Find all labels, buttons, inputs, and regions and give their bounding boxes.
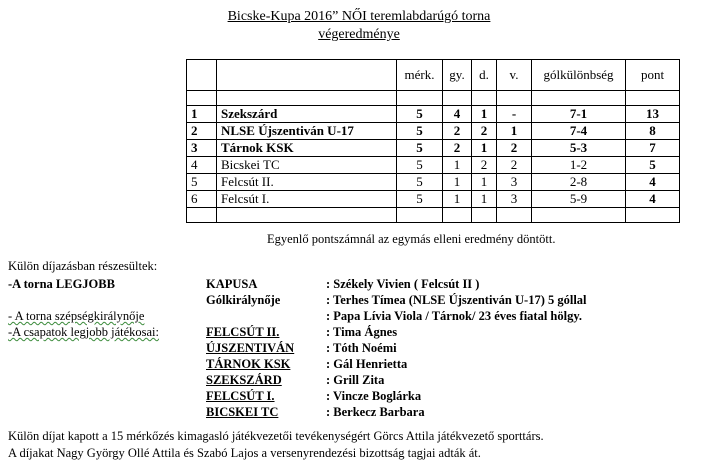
header-cell: gólkülönbség	[532, 60, 626, 91]
player-name: : Berkecz Barbara	[326, 405, 425, 419]
losses-cell: 3	[497, 191, 532, 208]
header-cell: pont	[626, 60, 680, 91]
tiebreak-note: Egyenlő pontszámnál az egymás elleni eredmény döntött.	[267, 232, 556, 246]
points-cell: 5	[626, 157, 680, 174]
table-row	[187, 140, 680, 157]
draws-cell: 1	[472, 140, 497, 157]
rank-cell: 6	[187, 191, 217, 208]
team-cell: Felcsút II.	[217, 174, 397, 191]
document-subtitle: végeredménye	[318, 27, 400, 42]
losses-cell: 2	[497, 157, 532, 174]
spacer-row	[187, 91, 680, 106]
draws-cell: 2	[472, 123, 497, 140]
award-category: - A torna szépségkirálynője	[8, 309, 145, 323]
player-team: ÚJSZENTIVÁN	[206, 341, 295, 355]
points-cell: 13	[626, 106, 680, 123]
award-winner: : Terhes Tímea (NLSE Újszentiván U-17) 5 góllal	[326, 293, 587, 307]
award-category: -A csapatok legjobb játékosai:	[8, 325, 160, 339]
goal-diff-cell: 7-1	[532, 106, 626, 123]
points-cell: 8	[626, 123, 680, 140]
document-title: Bicske-Kupa 2016” NŐI teremlabdarúgó torna	[227, 9, 491, 24]
team-cell: Felcsút I.	[217, 191, 397, 208]
award-label: KAPUSA	[206, 277, 258, 291]
goal-diff-cell: 2-8	[532, 174, 626, 191]
table-row	[187, 106, 680, 123]
table-row	[187, 174, 680, 191]
goal-diff-cell: 5-9	[532, 191, 626, 208]
draws-cell: 1	[472, 106, 497, 123]
player-name: : Gál Henrietta	[326, 357, 408, 371]
draws-cell: 1	[472, 174, 497, 191]
player-team: FELCSÚT II.	[206, 325, 280, 339]
header-cell: v.	[497, 60, 532, 91]
rank-cell: 2	[187, 123, 217, 140]
player-name: : Tóth Noémi	[326, 341, 397, 355]
award-label: Gólkirálynője	[206, 293, 281, 307]
header-cell: d.	[472, 60, 497, 91]
losses-cell: 3	[497, 174, 532, 191]
referee-note: Külön díjat kapott a 15 mérkőzés kimagasló játékvezetői tevékenységért Görcs Attila játékvezető sporttárs.	[8, 429, 544, 443]
goal-diff-cell: 5-3	[532, 140, 626, 157]
awards-intro: Külön díjazásban részesültek:	[8, 259, 158, 273]
wins-cell: 1	[443, 157, 472, 174]
matches-cell: 5	[397, 140, 443, 157]
wins-cell: 2	[443, 123, 472, 140]
award-winner: : Papa Lívia Viola / Tárnok/ 23 éves fiatal hölgy.	[326, 309, 583, 323]
award-winner: : Székely Vivien ( Felcsút II )	[326, 277, 480, 291]
team-cell: Szekszárd	[217, 106, 397, 123]
award-category: -A torna LEGJOBB	[8, 277, 115, 291]
player-team: SZEKSZÁRD	[206, 373, 282, 387]
matches-cell: 5	[397, 174, 443, 191]
wins-cell: 1	[443, 174, 472, 191]
points-cell: 7	[626, 140, 680, 157]
player-name: : Vincze Boglárka	[326, 389, 422, 403]
draws-cell: 2	[472, 157, 497, 174]
table-header-row	[187, 60, 680, 91]
wins-cell: 4	[443, 106, 472, 123]
header-cell	[217, 60, 397, 91]
header-cell: gy.	[443, 60, 472, 91]
presenters-note: A díjakat Nagy György Ollé Attila és Szabó Lajos a versenyrendezési bizottság tagjai adták át.	[8, 446, 481, 460]
matches-cell: 5	[397, 123, 443, 140]
draws-cell: 1	[472, 191, 497, 208]
standings-table	[186, 59, 680, 223]
points-cell: 4	[626, 191, 680, 208]
losses-cell: 2	[497, 140, 532, 157]
rank-cell: 1	[187, 106, 217, 123]
wins-cell: 1	[443, 191, 472, 208]
table-row	[187, 123, 680, 140]
matches-cell: 5	[397, 157, 443, 174]
losses-cell: 1	[497, 123, 532, 140]
player-team: FELCSÚT I.	[206, 389, 275, 403]
header-cell: mérk.	[397, 60, 443, 91]
points-cell: 4	[626, 174, 680, 191]
rank-cell: 5	[187, 174, 217, 191]
team-cell: Tárnok KSK	[217, 140, 397, 157]
player-name: : Grill Zita	[326, 373, 385, 387]
rank-cell: 4	[187, 157, 217, 174]
table-row	[187, 157, 680, 174]
table-row	[187, 191, 680, 208]
spacer-row	[187, 208, 680, 223]
player-name: : Tima Ágnes	[326, 325, 398, 339]
team-cell: Bicskei TC	[217, 157, 397, 174]
goal-diff-cell: 7-4	[532, 123, 626, 140]
player-team: BICSKEI TC	[206, 405, 279, 419]
goal-diff-cell: 1-2	[532, 157, 626, 174]
losses-cell: -	[497, 106, 532, 123]
player-team: TÁRNOK KSK	[206, 357, 291, 371]
wins-cell: 2	[443, 140, 472, 157]
header-cell	[187, 60, 217, 91]
matches-cell: 5	[397, 106, 443, 123]
rank-cell: 3	[187, 140, 217, 157]
team-cell: NLSE Újszentiván U-17	[217, 123, 397, 140]
matches-cell: 5	[397, 191, 443, 208]
